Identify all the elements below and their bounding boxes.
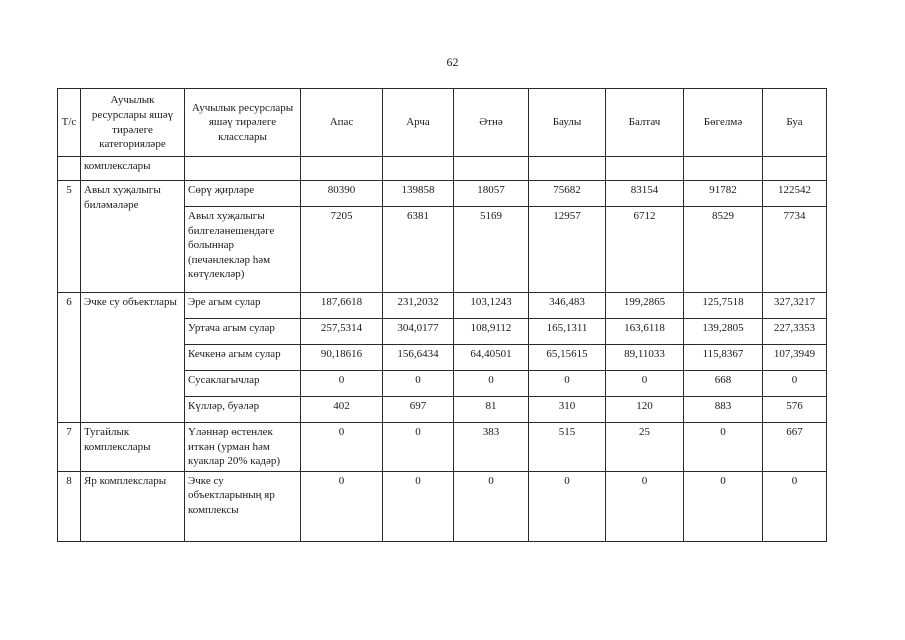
- table-row: [58, 423, 827, 472]
- class-cell: Күлләр, буәләр: [185, 397, 301, 423]
- value-cell: 103,1243: [454, 293, 529, 319]
- value-cell: 187,6618: [301, 293, 383, 319]
- row-number: 5: [58, 181, 81, 293]
- value-cell: 402: [301, 397, 383, 423]
- value-cell: 0: [763, 371, 827, 397]
- column-header: Буа: [763, 89, 827, 157]
- category-cell: Эчке су объектлары: [81, 293, 185, 423]
- value-cell: 667: [763, 423, 827, 472]
- table-row: [58, 293, 827, 319]
- value-cell: 156,6434: [383, 345, 454, 371]
- value-cell: 108,9112: [454, 319, 529, 345]
- value-cell: 0: [684, 471, 763, 541]
- value-cell: 122542: [763, 181, 827, 207]
- value-cell: 80390: [301, 181, 383, 207]
- class-cell: Үләннәр өстенлек иткән (урман һәм куаклар 20% кадәр): [185, 423, 301, 472]
- value-cell: 304,0177: [383, 319, 454, 345]
- value-cell: 5169: [454, 207, 529, 293]
- category-cell: Авыл хуҗалыгы биләмәләре: [81, 181, 185, 293]
- value-cell: 576: [763, 397, 827, 423]
- value-cell: 0: [301, 371, 383, 397]
- column-header: Т/с: [58, 89, 81, 157]
- column-header: Әтнә: [454, 89, 529, 157]
- column-header: Арча: [383, 89, 454, 157]
- value-cell: 0: [529, 471, 606, 541]
- value-cell: 227,3353: [763, 319, 827, 345]
- value-cell: 0: [684, 423, 763, 472]
- value-cell: 0: [383, 423, 454, 472]
- value-cell: 257,5314: [301, 319, 383, 345]
- value-cell: 346,483: [529, 293, 606, 319]
- value-cell: 310: [529, 397, 606, 423]
- value-cell: 0: [301, 471, 383, 541]
- page-number: 62: [446, 55, 459, 69]
- value-cell: 139,2805: [684, 319, 763, 345]
- value-cell: 7734: [763, 207, 827, 293]
- value-cell: 0: [301, 423, 383, 472]
- row-number: 8: [58, 471, 81, 541]
- class-cell: Эре агым сулар: [185, 293, 301, 319]
- column-header: Бөгелмә: [684, 89, 763, 157]
- value-cell: 0: [383, 371, 454, 397]
- value-cell: 89,11033: [606, 345, 684, 371]
- value-cell: 163,6118: [606, 319, 684, 345]
- value-cell: 115,8367: [684, 345, 763, 371]
- category-cell: Яр комплекслары: [81, 471, 185, 541]
- value-cell: 515: [529, 423, 606, 472]
- value-cell: 0: [529, 371, 606, 397]
- value-cell: 0: [454, 371, 529, 397]
- value-cell: 7205: [301, 207, 383, 293]
- row-number: 6: [58, 293, 81, 423]
- value-cell: 107,3949: [763, 345, 827, 371]
- column-header: Апас: [301, 89, 383, 157]
- habitat-resources-table: [57, 88, 827, 542]
- value-cell: 25: [606, 423, 684, 472]
- table-row: [58, 181, 827, 207]
- value-cell: 6712: [606, 207, 684, 293]
- category-cell: комплекслары: [81, 157, 185, 181]
- value-cell: 125,7518: [684, 293, 763, 319]
- value-cell: 81: [454, 397, 529, 423]
- class-cell: Авыл хуҗалыгы билгеләнешендәге болыннар (печәнлекләр һәм көтүлекләр): [185, 207, 301, 293]
- value-cell: 697: [383, 397, 454, 423]
- value-cell: 91782: [684, 181, 763, 207]
- value-cell: 0: [454, 471, 529, 541]
- value-cell: 883: [684, 397, 763, 423]
- value-cell: 0: [606, 471, 684, 541]
- value-cell: 383: [454, 423, 529, 472]
- value-cell: 165,1311: [529, 319, 606, 345]
- column-header: Баулы: [529, 89, 606, 157]
- value-cell: 65,15615: [529, 345, 606, 371]
- column-header: Аучылык ресурслары яшәү тирәлеге категорияләре: [81, 89, 185, 157]
- value-cell: 64,40501: [454, 345, 529, 371]
- value-cell: 0: [383, 471, 454, 541]
- value-cell: 0: [763, 471, 827, 541]
- table-row: [58, 471, 827, 541]
- value-cell: 139858: [383, 181, 454, 207]
- column-header: Аучылык ресурслары яшәү тирәлеге класслары: [185, 89, 301, 157]
- value-cell: 0: [606, 371, 684, 397]
- value-cell: 199,2865: [606, 293, 684, 319]
- class-cell: Кечкенә агым сулар: [185, 345, 301, 371]
- class-cell: Уртача агым сулар: [185, 319, 301, 345]
- class-cell: Сусаклагычлар: [185, 371, 301, 397]
- value-cell: 90,18616: [301, 345, 383, 371]
- value-cell: 231,2032: [383, 293, 454, 319]
- row-number: 7: [58, 423, 81, 472]
- class-cell: Сөрү җирләре: [185, 181, 301, 207]
- value-cell: 327,3217: [763, 293, 827, 319]
- continuation-row: [58, 157, 827, 181]
- value-cell: 120: [606, 397, 684, 423]
- value-cell: 8529: [684, 207, 763, 293]
- value-cell: 75682: [529, 181, 606, 207]
- header-row: [58, 89, 827, 157]
- value-cell: 6381: [383, 207, 454, 293]
- column-header: Балтач: [606, 89, 684, 157]
- value-cell: 12957: [529, 207, 606, 293]
- value-cell: 668: [684, 371, 763, 397]
- class-cell: Эчке су объектларының яр комплексы: [185, 471, 301, 541]
- category-cell: Тугайлык комплекслары: [81, 423, 185, 472]
- value-cell: 18057: [454, 181, 529, 207]
- value-cell: 83154: [606, 181, 684, 207]
